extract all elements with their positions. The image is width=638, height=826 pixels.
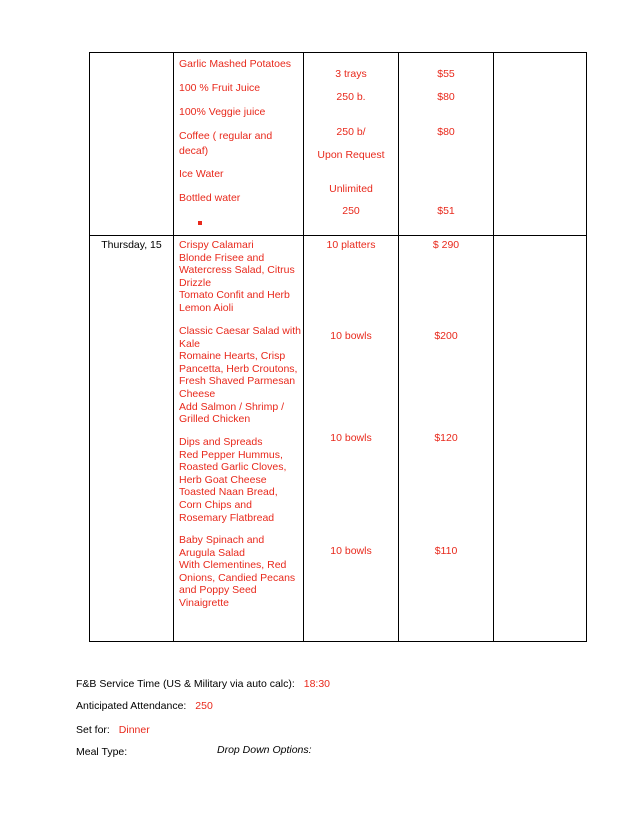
- quantity-cell: Upon Request: [317, 149, 385, 161]
- price-cell: $110: [434, 545, 458, 557]
- menu-line: Fresh Shaved Parmesan: [179, 375, 296, 388]
- table-col-line-5: [493, 52, 494, 642]
- menu-line: Toasted Naan Bread,: [179, 486, 278, 499]
- price-cell: $55: [437, 68, 455, 80]
- menu-line: Classic Caesar Salad with: [179, 325, 301, 337]
- menu-line: Onions, Candied Pecans: [179, 571, 296, 584]
- menu-item: Bottled water: [179, 192, 241, 204]
- quantity-cell: 10 bowls: [330, 330, 372, 342]
- set-for-label: Set for:: [76, 724, 110, 736]
- menu-line: Romaine Hearts, Crisp: [179, 350, 286, 363]
- set-for-value[interactable]: Dinner: [118, 724, 150, 736]
- menu-item-block: [179, 325, 301, 426]
- menu-item: Garlic Mashed Potatoes: [179, 58, 292, 70]
- table-col-line-6: [586, 52, 587, 642]
- menu-line: Watercress Salad, Citrus: [179, 264, 295, 277]
- menu-line: Kale: [179, 337, 201, 350]
- meal-type-dropdown[interactable]: Drop Down Options:: [217, 744, 312, 756]
- day-cell: Thursday, 15: [101, 239, 162, 251]
- menu-line: Roasted Garlic Cloves,: [179, 461, 287, 474]
- service-time-field: [76, 678, 330, 690]
- menu-line: Rosemary Flatbread: [179, 511, 275, 524]
- table-row-divider: [89, 235, 587, 236]
- price-cell: $ 290: [432, 239, 460, 251]
- attendance-label: Anticipated Attendance:: [76, 700, 187, 712]
- menu-line: Vinaigrette: [179, 596, 230, 609]
- menu-line: Herb Goat Cheese: [179, 473, 267, 486]
- menu-item: Coffee ( regular and: [179, 130, 273, 142]
- menu-item: decaf): [179, 145, 209, 157]
- menu-line: Lemon Aioli: [179, 301, 234, 314]
- menu-line: Tomato Confit and Herb: [179, 289, 290, 302]
- menu-line: Add Salmon / Shrimp /: [179, 400, 285, 413]
- menu-line: and Poppy Seed: [179, 584, 257, 597]
- table-border-bottom: [89, 641, 587, 642]
- menu-line: Grilled Chicken: [179, 413, 251, 426]
- price-cell: $200: [434, 330, 458, 342]
- quantity-cell: 3 trays: [335, 68, 367, 80]
- quantity-cell: 250 b.: [336, 91, 366, 103]
- table-border-top: [89, 52, 587, 53]
- menu-line: Red Pepper Hummus,: [179, 448, 283, 461]
- quantity-cell: 250: [342, 205, 360, 217]
- quantity-cell: 250 b/: [336, 126, 366, 138]
- quantity-cell: 10 bowls: [330, 432, 372, 444]
- menu-line: Arugula Salad: [179, 546, 245, 559]
- menu-item: 100 % Fruit Juice: [179, 82, 261, 94]
- menu-item-block: [179, 239, 295, 315]
- service-time-label: F&B Service Time (US & Military via auto calc):: [76, 678, 295, 690]
- menu-line: Baby Spinach and: [179, 534, 265, 546]
- menu-line: Cheese: [179, 387, 216, 400]
- service-time-value[interactable]: 18:30: [303, 678, 331, 690]
- meal-type-field: [76, 746, 127, 758]
- quantity-cell: Unlimited: [329, 183, 373, 195]
- quantity-cell: 10 bowls: [330, 545, 372, 557]
- menu-line: With Clementines, Red: [179, 559, 287, 572]
- attendance-value[interactable]: 250: [195, 700, 213, 712]
- price-cell: $80: [437, 126, 455, 138]
- menu-line: Corn Chips and: [179, 498, 252, 511]
- table-col-line-1: [89, 52, 90, 642]
- menu-item-block: [179, 534, 295, 610]
- quantity-cell: 10 platters: [326, 239, 376, 251]
- menu-line: Drizzle: [179, 276, 212, 289]
- meal-type-label: Meal Type:: [76, 746, 128, 758]
- menu-line: Crispy Calamari: [179, 239, 254, 251]
- menu-line: Dips and Spreads: [179, 436, 263, 448]
- price-cell: $51: [437, 205, 455, 217]
- table-col-line-2: [173, 52, 174, 642]
- menu-item: 100% Veggie juice: [179, 106, 266, 118]
- set-for-field: [76, 724, 150, 736]
- price-cell: $120: [434, 432, 458, 444]
- menu-item-block: [179, 436, 286, 524]
- menu-item: Ice Water: [179, 168, 224, 180]
- attendance-field: [76, 700, 213, 712]
- bullet-icon: [198, 221, 202, 225]
- menu-line: Blonde Frisee and: [179, 251, 265, 264]
- menu-line: Pancetta, Herb Croutons,: [179, 362, 298, 375]
- price-cell: $80: [437, 91, 455, 103]
